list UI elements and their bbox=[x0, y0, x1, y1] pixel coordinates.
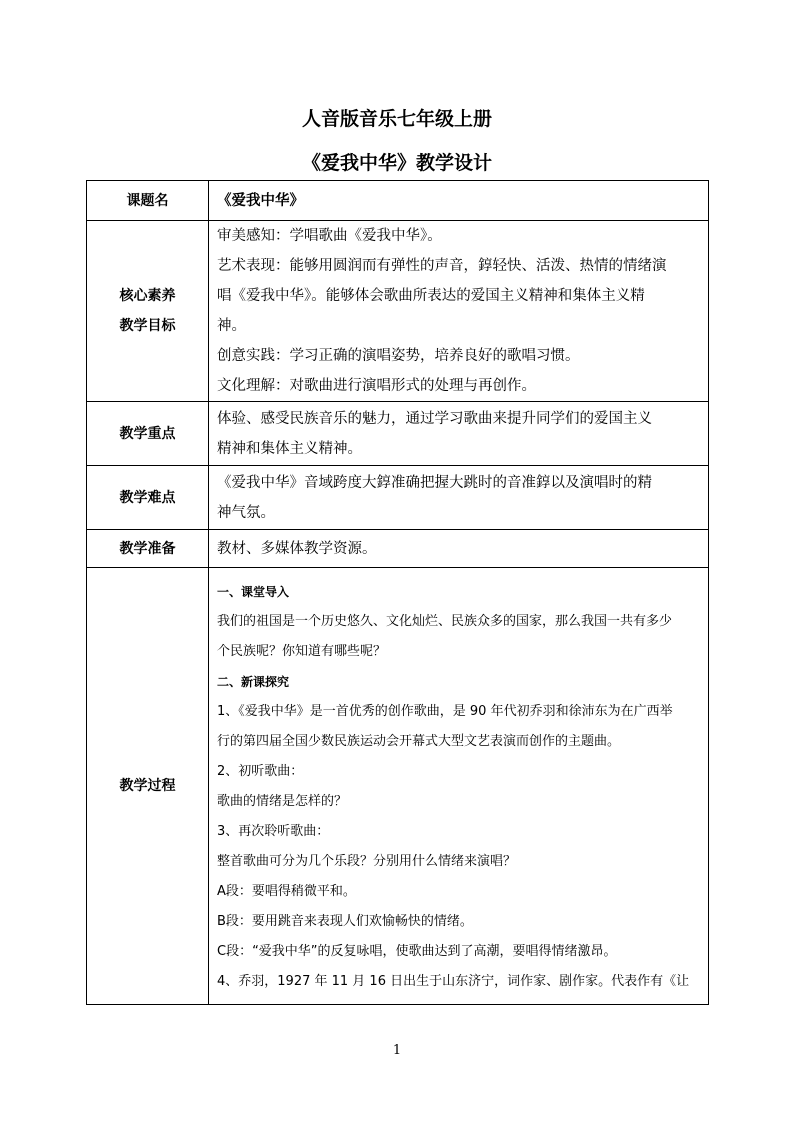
focus-content-cell bbox=[209, 402, 709, 466]
goals-label-line2: 教学目标 bbox=[119, 318, 176, 334]
focus-line: 精神和集体主义精神。 bbox=[217, 440, 362, 457]
page-number: 1 bbox=[392, 1043, 402, 1058]
table-row-focus bbox=[87, 402, 709, 466]
process-text-line: 个民族呢？你知道有哪些呢？ bbox=[217, 644, 387, 659]
process-text-line: 行的第四届全国少数民族运动会开幕式大型文艺表演而创作的主题曲。 bbox=[217, 734, 621, 749]
process-text-line: 整首歌曲可分为几个乐段？分别用什么情绪来演唱？ bbox=[217, 854, 517, 869]
table-row-difficulty bbox=[87, 466, 709, 530]
table-row-goals bbox=[87, 221, 709, 402]
document-title-line1: 人音版音乐七年级上册 bbox=[301, 108, 492, 130]
goals-line: 唱《爱我中华》。能够体会歌曲所表达的爱国主义精神和集体主义精 bbox=[217, 288, 645, 304]
document-title-line2: 《爱我中华》教学设计 bbox=[301, 152, 492, 174]
topic-label: 课题名 bbox=[87, 181, 209, 221]
table-row-process bbox=[87, 568, 709, 1005]
process-text-line: 3、再次聆听歌曲： bbox=[217, 824, 330, 839]
process-text-line: 我们的祖国是一个历史悠久、文化灿烂、民族众多的国家，那么我国一共有多少 bbox=[217, 614, 673, 629]
goals-line: 文化理解：对歌曲进行演唱形式的处理与再创作。 bbox=[217, 378, 536, 394]
process-text-line: C段：“爱我中华”的反复咏唱，使歌曲达到了高潮，要唱得情绪激昂。 bbox=[217, 944, 617, 959]
difficulty-label: 教学难点 bbox=[87, 466, 209, 530]
goals-label-line1: 核心素养 bbox=[119, 288, 176, 304]
process-text-line: 1、《爱我中华》是一首优秀的创作歌曲，是 90 年代初乔羽和徐沛东为在广西举 bbox=[217, 704, 673, 719]
prep-label: 教学准备 bbox=[87, 530, 209, 568]
goals-line: 艺术表现：能够用圆润而有弹性的声音，錞轻快、活泼、热情的情绪演 bbox=[217, 258, 667, 274]
goals-content-cell bbox=[209, 221, 709, 402]
table-row-prep bbox=[87, 530, 709, 568]
process-content-cell bbox=[209, 568, 709, 1005]
goals-label-cell bbox=[87, 221, 209, 402]
process-section-heading: 二、新课探究 bbox=[217, 675, 290, 689]
goals-line: 创意实践：学习正确的演唱姿势，培养良好的歌唱习惯。 bbox=[217, 348, 580, 364]
goals-line: 神。 bbox=[217, 318, 246, 334]
difficulty-content-cell bbox=[209, 466, 709, 530]
process-text-line: 2、初听歌曲： bbox=[217, 764, 304, 779]
topic-value: 《爱我中华》 bbox=[217, 192, 304, 209]
process-section-heading: 一、课堂导入 bbox=[217, 585, 290, 599]
process-text-line: 4、乔羽，1927 年 11 月 16 日出生于山东济宁，词作家、剧作家。代表作有《让 bbox=[217, 974, 690, 989]
process-text-line: 歌曲的情绪是怎样的？ bbox=[217, 794, 348, 809]
focus-line: 体验、感受民族音乐的魅力，通过学习歌曲来提升同学们的爱国主义 bbox=[217, 410, 652, 427]
process-text-line: B段：要用跳音来表现人们欢愉畅快的情绪。 bbox=[217, 914, 473, 929]
table-row-topic bbox=[87, 181, 709, 221]
difficulty-line: 《爱我中华》音域跨度大錞准确把握大跳时的音准錞以及演唱时的精 bbox=[217, 474, 652, 491]
prep-value: 教材、多媒体教学资源。 bbox=[209, 530, 709, 568]
difficulty-line: 神气氛。 bbox=[217, 504, 275, 521]
process-text-line: A段：要唱得稍微平和。 bbox=[217, 884, 356, 899]
process-label: 教学过程 bbox=[87, 568, 209, 1005]
topic-value-cell bbox=[209, 181, 709, 221]
lesson-plan-table bbox=[86, 180, 709, 1005]
goals-line: 审美感知：学唱歌曲《爱我中华》。 bbox=[217, 228, 442, 244]
focus-label: 教学重点 bbox=[87, 402, 209, 466]
